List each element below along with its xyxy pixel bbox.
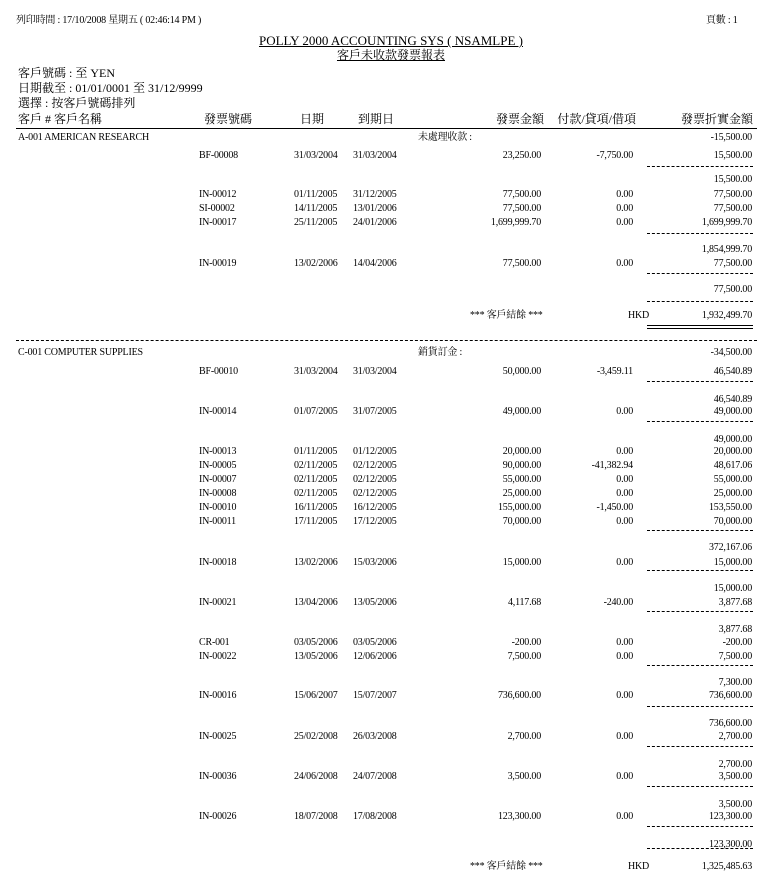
invoice-number: SI-00002: [199, 203, 235, 214]
due-date: 15/07/2007: [353, 690, 397, 701]
due-date: 24/01/2006: [353, 217, 397, 228]
customer-total: 1,932,499.70: [701, 310, 752, 321]
payment-amount: 0.00: [616, 474, 633, 485]
invoice-date: 13/02/2006: [294, 557, 338, 568]
invoice-number: IN-00025: [199, 731, 237, 742]
payment-amount: 0.00: [616, 189, 633, 200]
converted-amount: 2,700.00: [718, 731, 752, 742]
report-title: POLLY 2000 ACCOUNTING SYS ( NSAMLPE ): [258, 33, 523, 48]
due-date: 17/12/2005: [353, 516, 397, 527]
converted-amount: 55,000.00: [713, 474, 752, 485]
opening-amount: -34,500.00: [710, 347, 752, 358]
payment-amount: -240.00: [603, 597, 633, 608]
invoice-date: 03/05/2006: [294, 637, 338, 648]
subtotal-rule: [647, 746, 753, 747]
invoice-date: 31/03/2004: [294, 366, 338, 377]
payment-amount: 0.00: [616, 731, 633, 742]
invoice-date: 13/02/2006: [294, 258, 338, 269]
due-date: 12/06/2006: [353, 651, 397, 662]
payment-amount: 0.00: [616, 771, 633, 782]
invoice-number: IN-00019: [199, 258, 237, 269]
subtotal-amount: 15,000.00: [713, 583, 752, 594]
converted-amount: 7,500.00: [718, 651, 752, 662]
payment-amount: 0.00: [616, 488, 633, 499]
due-date: 13/01/2006: [353, 203, 397, 214]
payment-amount: 0.00: [616, 516, 633, 527]
report-subtitle: 客戶未收款發票報表: [336, 48, 445, 62]
due-date: 13/05/2006: [353, 597, 397, 608]
invoice-amount: 77,500.00: [502, 203, 541, 214]
due-date: 31/12/2005: [353, 189, 397, 200]
payment-amount: 0.00: [616, 203, 633, 214]
col-due: 到期日: [358, 112, 395, 126]
invoice-number: IN-00017: [199, 217, 237, 228]
invoice-number: IN-00008: [199, 488, 237, 499]
converted-amount: 15,000.00: [713, 557, 752, 568]
col-date: 日期: [300, 112, 325, 126]
subtotal-amount: 3,500.00: [718, 799, 752, 810]
payment-amount: 0.00: [616, 637, 633, 648]
converted-amount: 20,000.00: [713, 446, 752, 457]
invoice-amount: 4,117.68: [507, 597, 541, 608]
converted-amount: 77,500.00: [713, 189, 752, 200]
due-date: 17/08/2008: [353, 811, 397, 822]
subtotal-rule: [647, 421, 753, 422]
invoice-number: BF-00008: [199, 150, 238, 161]
converted-amount: 1,699,999.70: [701, 217, 752, 228]
invoice-number: IN-00036: [199, 771, 237, 782]
due-date: 14/04/2006: [353, 258, 397, 269]
invoice-amount: 7,500.00: [507, 651, 541, 662]
payment-amount: 0.00: [616, 557, 633, 568]
payment-amount: -1,450.00: [596, 502, 633, 513]
invoice-number: IN-00010: [199, 502, 237, 513]
invoice-number: BF-00010: [199, 366, 238, 377]
invoice-date: 31/03/2004: [294, 150, 338, 161]
subtotal-amount: 372,167.06: [708, 542, 752, 553]
col-amount: 發票金額: [495, 112, 544, 126]
invoice-date: 01/11/2005: [294, 446, 338, 457]
subtotal-amount: 123,300.00: [708, 839, 752, 850]
converted-amount: 736,600.00: [708, 690, 752, 701]
print-time: 列印時間 : 17/10/2008 星期五 ( 02:46:14 PM ): [16, 15, 202, 26]
due-date: 24/07/2008: [353, 771, 397, 782]
subtotal-amount: 46,540.89: [713, 394, 752, 405]
payment-amount: -41,382.94: [591, 460, 633, 471]
due-date: 31/03/2004: [353, 366, 397, 377]
invoice-number: IN-00007: [199, 474, 237, 485]
subtotal-amount: 3,877.68: [718, 624, 752, 635]
invoice-amount: 3,500.00: [507, 771, 541, 782]
subtotal-amount: 1,854,999.70: [701, 244, 752, 255]
invoice-number: IN-00018: [199, 557, 237, 568]
invoice-date: 01/07/2005: [294, 406, 338, 417]
payment-amount: 0.00: [616, 446, 633, 457]
subtotal-rule: [647, 706, 753, 707]
subtotal-rule: [647, 665, 753, 666]
invoice-amount: 15,000.00: [502, 557, 541, 568]
converted-amount: 153,550.00: [708, 502, 752, 513]
currency: HKD: [628, 310, 650, 321]
header-rule: [16, 128, 757, 129]
col-converted: 發票折實金額: [680, 112, 753, 126]
invoice-date: 17/11/2005: [294, 516, 338, 527]
invoice-amount: 90,000.00: [502, 460, 541, 471]
col-invoice: 發票號碼: [204, 112, 253, 126]
double-rule-top: [647, 325, 753, 326]
invoice-date: 13/04/2006: [294, 597, 338, 608]
invoice-amount: 1,699,999.70: [490, 217, 541, 228]
invoice-date: 15/06/2007: [294, 690, 338, 701]
total-rule: [647, 848, 753, 849]
invoice-amount: 77,500.00: [502, 189, 541, 200]
filter-customer: 客戶號碼 : 至 YEN: [18, 66, 115, 80]
due-date: 02/12/2005: [353, 460, 397, 471]
invoice-amount: 23,250.00: [502, 150, 541, 161]
due-date: 02/12/2005: [353, 488, 397, 499]
col-customer: 客戶 # 客戶名稱: [18, 112, 103, 126]
invoice-date: 14/11/2005: [294, 203, 338, 214]
invoice-number: IN-00016: [199, 690, 237, 701]
converted-amount: 70,000.00: [713, 516, 752, 527]
invoice-date: 24/06/2008: [294, 771, 338, 782]
subtotal-rule: [647, 530, 753, 531]
converted-amount: 3,877.68: [718, 597, 752, 608]
page-number: 頁數 : 1: [706, 15, 738, 26]
invoice-amount: 49,000.00: [502, 406, 541, 417]
invoice-date: 02/11/2005: [294, 460, 338, 471]
payment-amount: 0.00: [616, 406, 633, 417]
invoice-date: 02/11/2005: [294, 488, 338, 499]
invoice-amount: 70,000.00: [502, 516, 541, 527]
customer-id-name: C-001 COMPUTER SUPPLIES: [18, 347, 143, 358]
invoice-number: CR-001: [199, 637, 230, 648]
payment-amount: 0.00: [616, 651, 633, 662]
section-separator: [16, 340, 757, 341]
payment-amount: 0.00: [616, 690, 633, 701]
invoice-number: IN-00012: [199, 189, 237, 200]
invoice-number: IN-00013: [199, 446, 237, 457]
invoice-amount: 77,500.00: [502, 258, 541, 269]
subtotal-rule: [647, 273, 753, 274]
invoice-amount: 55,000.00: [502, 474, 541, 485]
opening-label: 銷貨訂金 :: [418, 347, 463, 358]
invoice-number: IN-00011: [199, 516, 236, 527]
invoice-amount: -200.00: [511, 637, 541, 648]
subtotal-amount: 7,300.00: [718, 677, 752, 688]
customer-total: 1,325,485.63: [701, 861, 752, 872]
payment-amount: -3,459.11: [596, 366, 633, 377]
converted-amount: 123,300.00: [708, 811, 752, 822]
payment-amount: -7,750.00: [596, 150, 633, 161]
subtotal-rule: [647, 166, 753, 167]
invoice-amount: 736,600.00: [497, 690, 541, 701]
converted-amount: 48,617.06: [713, 460, 752, 471]
col-payment: 付款/貸項/借項: [557, 112, 636, 126]
invoice-amount: 50,000.00: [502, 366, 541, 377]
invoice-date: 25/11/2005: [294, 217, 338, 228]
subtotal-rule: [647, 826, 753, 827]
opening-label: 未處理收款 :: [418, 132, 472, 143]
converted-amount: 15,500.00: [713, 150, 752, 161]
due-date: 01/12/2005: [353, 446, 397, 457]
invoice-date: 13/05/2006: [294, 651, 338, 662]
due-date: 03/05/2006: [353, 637, 397, 648]
converted-amount: 3,500.00: [718, 771, 752, 782]
invoice-date: 16/11/2005: [294, 502, 338, 513]
subtotal-amount: 2,700.00: [718, 759, 752, 770]
subtotal-amount: 15,500.00: [713, 174, 752, 185]
converted-amount: 25,000.00: [713, 488, 752, 499]
invoice-date: 01/11/2005: [294, 189, 338, 200]
invoice-amount: 123,300.00: [497, 811, 541, 822]
converted-amount: 77,500.00: [713, 203, 752, 214]
currency: HKD: [628, 861, 650, 872]
invoice-amount: 2,700.00: [507, 731, 541, 742]
invoice-amount: 20,000.00: [502, 446, 541, 457]
subtotal-amount: 736,600.00: [708, 718, 752, 729]
due-date: 16/12/2005: [353, 502, 397, 513]
double-rule-bottom: [647, 328, 753, 329]
invoice-number: IN-00014: [199, 406, 237, 417]
payment-amount: 0.00: [616, 258, 633, 269]
filter-date: 日期截至 : 01/01/0001 至 31/12/9999: [18, 81, 203, 95]
subtotal-amount: 49,000.00: [713, 434, 752, 445]
invoice-number: IN-00022: [199, 651, 237, 662]
invoice-amount: 25,000.00: [502, 488, 541, 499]
due-date: 31/07/2005: [353, 406, 397, 417]
subtotal-rule: [647, 786, 753, 787]
converted-amount: -200.00: [722, 637, 752, 648]
invoice-number: IN-00026: [199, 811, 237, 822]
subtotal-rule: [647, 570, 753, 571]
due-date: 31/03/2004: [353, 150, 397, 161]
subtotal-rule: [647, 233, 753, 234]
invoice-number: IN-00005: [199, 460, 237, 471]
invoice-date: 18/07/2008: [294, 811, 338, 822]
opening-amount: -15,500.00: [710, 132, 752, 143]
payment-amount: 0.00: [616, 217, 633, 228]
invoice-date: 25/02/2008: [294, 731, 338, 742]
converted-amount: 49,000.00: [713, 406, 752, 417]
due-date: 02/12/2005: [353, 474, 397, 485]
due-date: 15/03/2006: [353, 557, 397, 568]
due-date: 26/03/2008: [353, 731, 397, 742]
payment-amount: 0.00: [616, 811, 633, 822]
total-rule: [647, 301, 753, 302]
subtotal-rule: [647, 381, 753, 382]
invoice-number: IN-00021: [199, 597, 237, 608]
invoice-date: 02/11/2005: [294, 474, 338, 485]
converted-amount: 46,540.89: [713, 366, 752, 377]
converted-amount: 77,500.00: [713, 258, 752, 269]
invoice-amount: 155,000.00: [497, 502, 541, 513]
subtotal-rule: [647, 611, 753, 612]
customer-total-label: *** 客戶結餘 ***: [470, 861, 543, 872]
customer-total-label: *** 客戶結餘 ***: [470, 310, 543, 321]
customer-id-name: A-001 AMERICAN RESEARCH: [18, 132, 149, 143]
filter-select: 選擇 : 按客戶號碼排列: [18, 96, 136, 110]
subtotal-amount: 77,500.00: [713, 284, 752, 295]
